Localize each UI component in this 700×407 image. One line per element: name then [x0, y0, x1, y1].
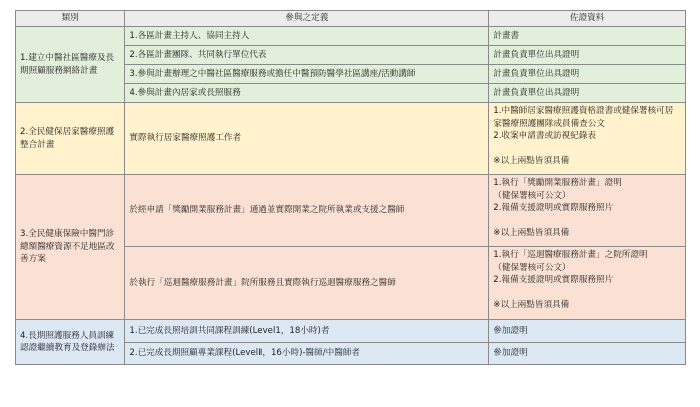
definition-cell: 1.各區計畫主持人、協同主持人 — [125, 27, 489, 46]
category-cell-1: 1.建立中醫社區醫療及長期照顧服務網絡計畫 — [16, 27, 125, 103]
definition-cell: 2.已完成長期照顧專業課程(LevelⅡ，16小時)-醫師/中醫師者 — [125, 343, 489, 365]
definition-cell: 於經申請「獎勵開業服務計畫」通過並實際開業之院所執業或支援之醫師 — [125, 175, 489, 247]
evidence-cell: 計畫負責單位出具證明 — [489, 46, 686, 65]
table-row — [16, 103, 686, 175]
participation-table — [15, 10, 686, 365]
table-row — [16, 320, 686, 343]
definition-cell: 4.參與計畫內居家或長照服務 — [125, 84, 489, 103]
evidence-cell: 計畫書 — [489, 27, 686, 46]
table-row — [16, 27, 686, 46]
definition-cell: 實際執行居家醫療照護工作者 — [125, 103, 489, 175]
header-definition: 參與之定義 — [125, 11, 489, 27]
category-cell-4: 4.長期照護服務人員訓練認證繼續教育及登錄辦法 — [16, 320, 125, 365]
evidence-cell: 參加證明 — [489, 320, 686, 343]
definition-cell: 1.已完成長照培訓共同課程訓練(Level1，18小時)者 — [125, 320, 489, 343]
evidence-cell: 計畫負責單位出具證明 — [489, 65, 686, 84]
evidence-cell: 參加證明 — [489, 343, 686, 365]
header-evidence: 佐證資料 — [489, 11, 686, 27]
evidence-cell: 1.中醫師居家醫療照護資格證書或健保署核可居家醫療照護團隊成員備查公文 2.收案申請書或訪視紀錄表 ※以上兩點皆須具備 — [489, 103, 686, 175]
table-header-row — [16, 11, 686, 27]
category-cell-3: 3.全民健康保險中醫門診總額醫療資源不足地區改善方案 — [16, 175, 125, 320]
category-cell-2: 2.全民健保居家醫療照護整合計畫 — [16, 103, 125, 175]
definition-cell: 3.參與計畫辦理之中醫社區醫療服務或擔任中醫預防醫學社區講座/活動講師 — [125, 65, 489, 84]
evidence-cell: 1.執行「巡迴醫療服務計畫」之院所證明 （健保署核可公文） 2.報備支援證明或實際服務照片 ※以上兩點皆須具備 — [489, 247, 686, 320]
definition-cell: 2.各區計畫團隊、共同執行單位代表 — [125, 46, 489, 65]
header-category: 類別 — [16, 11, 125, 27]
evidence-cell: 計畫負責單位出具證明 — [489, 84, 686, 103]
table-row — [16, 175, 686, 247]
definition-cell: 於執行「巡迴醫療服務計畫」院所服務且實際執行巡迴醫療服務之醫師 — [125, 247, 489, 320]
participation-table-wrapper — [15, 10, 686, 365]
evidence-cell: 1.執行「獎勵開業服務計畫」證明 （健保署核可公文） 2.報備支援證明或實際服務照片 ※以上兩點皆須具備 — [489, 175, 686, 247]
